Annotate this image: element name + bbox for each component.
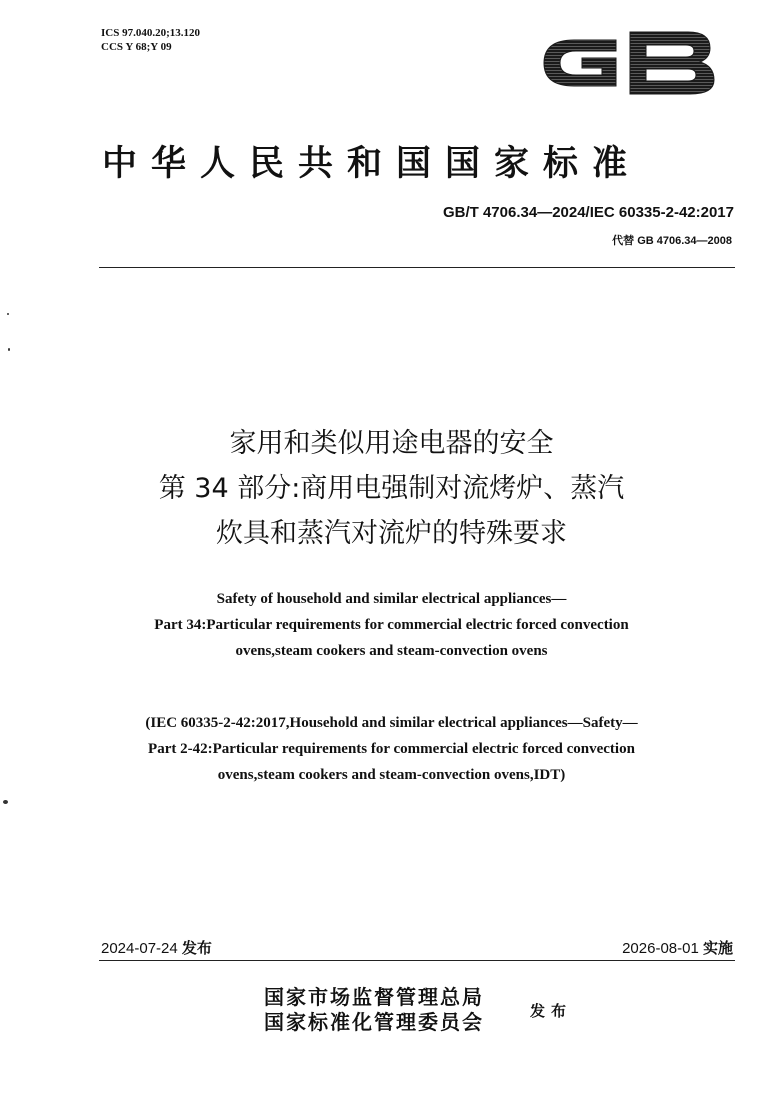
top-divider (99, 267, 735, 268)
publisher-line-1: 国家市场监督管理总局 (264, 985, 484, 1009)
chinese-title-line-1: 家用和类似用途电器的安全 (229, 428, 554, 459)
scan-speck (8, 348, 10, 351)
implementation-date: 2026-08-01 (622, 940, 699, 957)
national-standard-title: 中华人民共和国国家标准 (102, 143, 642, 184)
chinese-title-line-2: 第 34 部分:商用电强制对流烤炉、蒸汽 (158, 473, 625, 504)
iec-reference-line-1: (IEC 60335-2-42:2017,Household and similar electrical appliances—Safety— (145, 715, 638, 731)
english-title-line-3: ovens,steam cookers and steam-convection ovens (235, 643, 548, 659)
scan-speck (7, 313, 9, 315)
classification-codes (101, 26, 200, 54)
issue-date: 2024-07-24 (101, 940, 178, 957)
english-title-line-1: Safety of household and similar electrical appliances— (216, 591, 567, 607)
gb-logo-graphic (538, 28, 738, 98)
iec-reference (0, 710, 783, 788)
implementation-label: 实施 (702, 939, 733, 957)
english-title (0, 586, 783, 664)
bottom-divider (99, 960, 735, 961)
scan-speck (3, 800, 8, 804)
ics-code: ICS 97.040.20;13.120 (101, 27, 201, 39)
issue-label: 发布 (181, 939, 212, 957)
publisher-line-2: 国家标准化管理委员会 (264, 1010, 484, 1034)
iec-reference-line-3: ovens,steam cookers and steam-convection ovens,IDT) (217, 767, 566, 783)
gb-logo (538, 28, 738, 98)
issue-date-block (101, 937, 212, 958)
replaces-note: 代替 GB 4706.34—2008 (612, 235, 732, 247)
chinese-title-line-3: 炊具和蒸汽对流炉的特殊要求 (216, 518, 567, 549)
iec-reference-line-2: Part 2-42:Particular requirements for commercial electric forced convection (148, 741, 635, 757)
standard-number: GB/T 4706.34—2024/IEC 60335-2-42:2017 (442, 204, 734, 221)
implementation-date-block (622, 937, 733, 958)
publisher-names (264, 985, 484, 1035)
english-title-line-2: Part 34:Particular requirements for commercial electric forced convection (154, 617, 629, 633)
publish-action: 发布 (530, 1002, 573, 1020)
ccs-code: CCS Y 68;Y 09 (101, 41, 172, 53)
